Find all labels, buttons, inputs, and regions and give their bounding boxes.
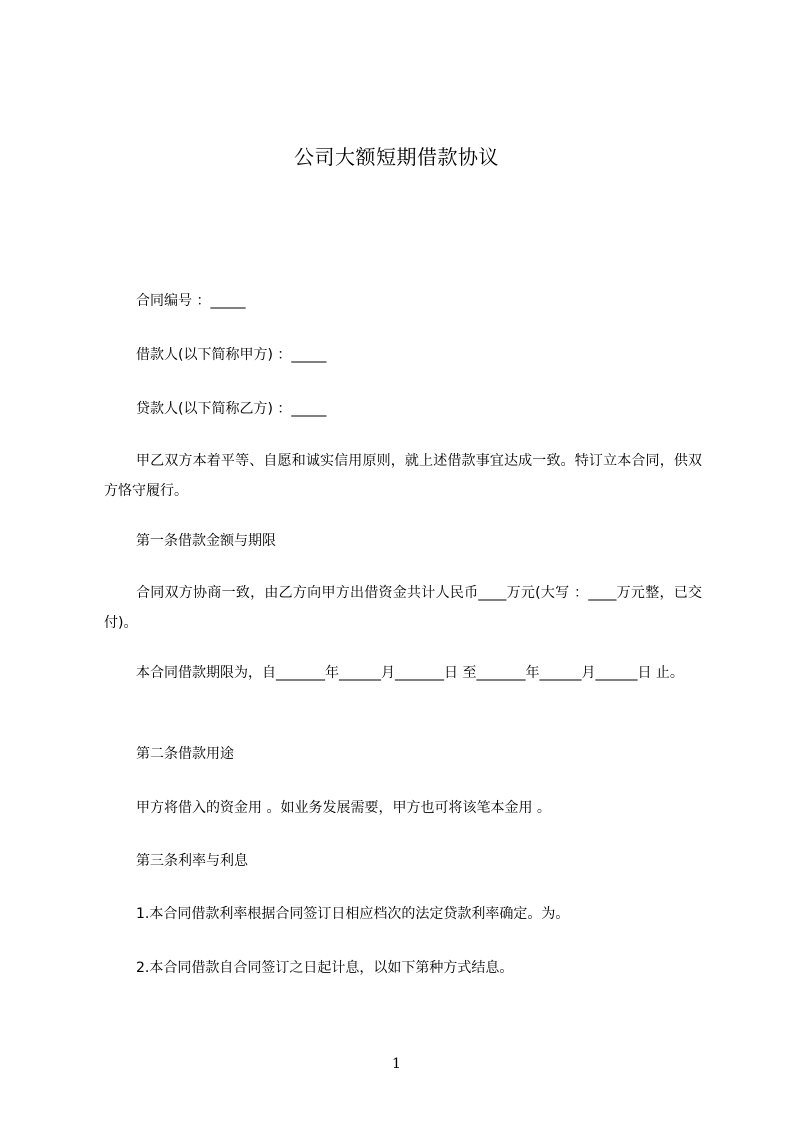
borrower-line: 借款人(以下简称甲方) ：_____ (136, 347, 327, 363)
article2-paragraph: 甲方将借入的资金用 。如业务发展需要，甲方也可将该笔本金用 。 (136, 800, 551, 816)
page-title: 公司大额短期借款协议 (294, 145, 499, 169)
article3-item-1: 1.本合同借款利率根据合同签订日相应档次的法定贷款利率确定。为。 (136, 906, 570, 922)
article3-item-2: 2.本合同借款自合同签订之日起计息，以如下第种方式结息。 (136, 960, 514, 976)
article1-heading: 第一条借款金额与期限 (136, 533, 276, 549)
page-number: 1 (392, 1056, 401, 1072)
preamble-paragraph: 甲乙双方本着平等、自愿和诚实信用原则，就上述借款事宜达成一致。特订立本合同，供双方恪守履行。 (104, 453, 702, 499)
article3-heading: 第三条利率与利息 (136, 853, 248, 869)
article1-term-paragraph: 本合同借款期限为，自_______年______月_______日 至_______年______月______日 止。 (136, 665, 684, 681)
article1-amount-paragraph: 合同双方协商一致，由乙方向甲方出借资金共计人民币____万元(大写 ：____万元整，已交付)。 (104, 585, 702, 631)
article2-heading: 第二条借款用途 (136, 746, 234, 762)
contract-number-line: 合同编号 ：_____ (136, 293, 246, 309)
lender-line: 贷款人(以下简称乙方) ：_____ (136, 401, 327, 417)
